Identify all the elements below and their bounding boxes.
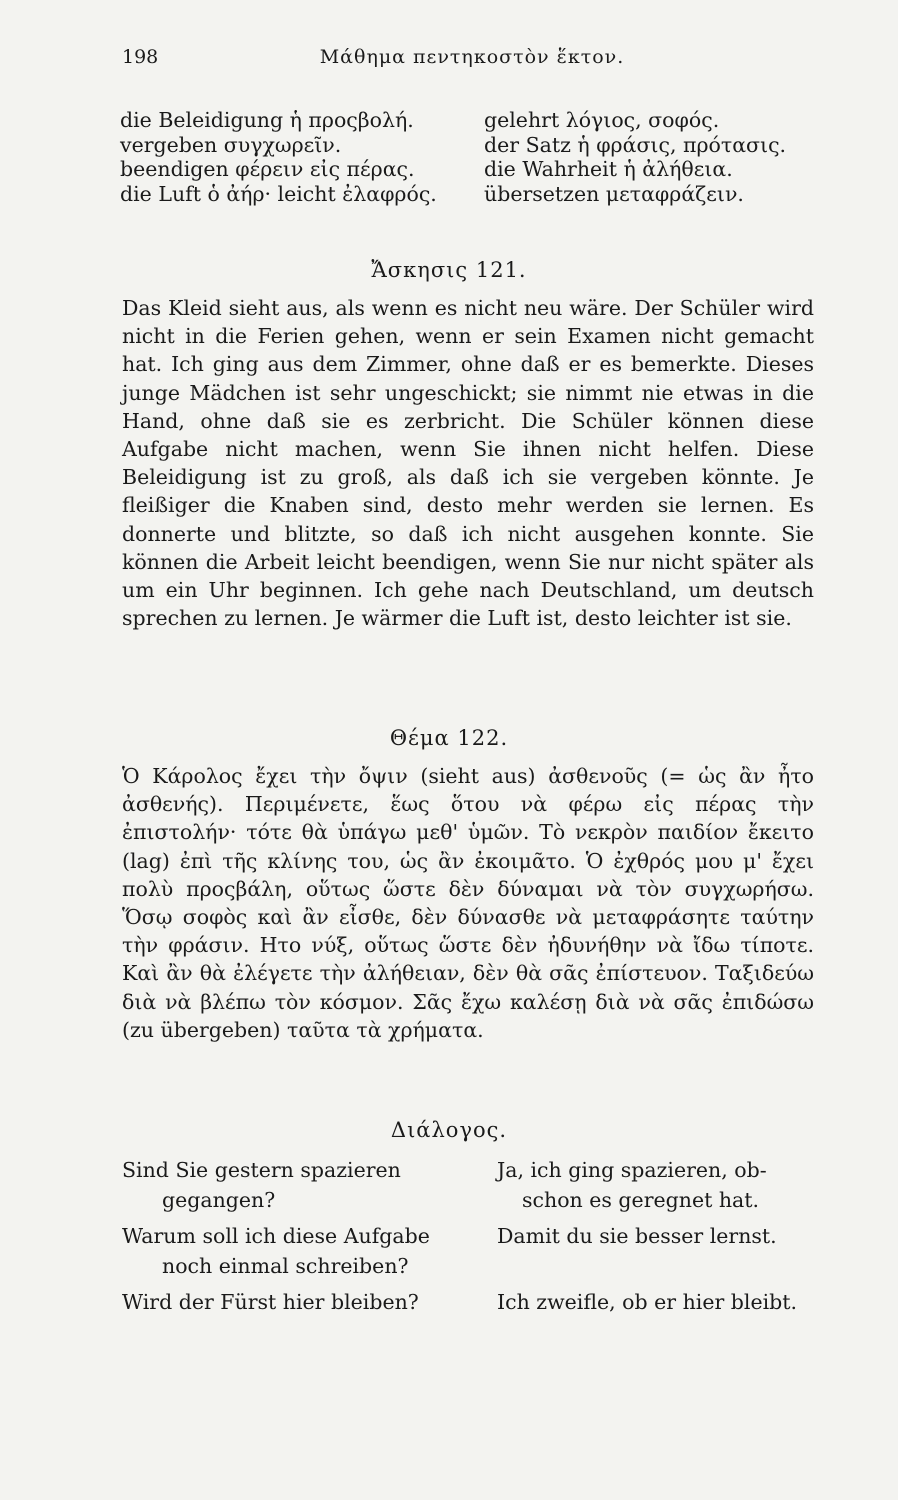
dialogue-answer xyxy=(497,1287,827,1317)
dialogue-pair xyxy=(122,1287,822,1317)
theme-heading: Θέμα 122. xyxy=(389,726,509,750)
question-line: Wird der Fürst hier bleiben? xyxy=(122,1290,419,1314)
question-line: noch einmal schreiben? xyxy=(162,1254,409,1278)
dialogue-question xyxy=(122,1221,467,1281)
dialogue-question xyxy=(122,1155,467,1215)
vocabulary-left-column xyxy=(120,108,480,206)
lesson-title: Μάθημα πεντηκοστὸν ἕκτον. xyxy=(319,46,625,68)
vocab-entry: beendigen φέρειν εἰς πέρας. xyxy=(120,157,415,181)
dialogue-list xyxy=(122,1155,822,1317)
vocabulary-right-column xyxy=(484,108,824,206)
vocab-entry: übersetzen μεταφράζειν. xyxy=(484,181,744,206)
exercise-text: Das Kleid sieht aus, als wenn es nicht neu wäre. Der Schüler wird nicht in die Ferien gehen, wenn er sein Examen nicht gemacht hat. Ich ging aus dem Zimmer, ohne daß er es bemerkte. Dieses junge Mädchen ist sehr ungeschickt; sie nimmt nie etwas in die Hand, ohne daß sie es zerbricht. Die Schüler können diese Aufgabe nicht machen, wenn Sie ihnen nicht helfen. Diese Beleidigung ist zu groß, als daß ich sie vergeben könnte. Je fleißiger die Knaben sind, desto mehr werden sie lernen. Es donnerte und blitzte, so daß ich nicht ausgehen konnte. Sie können die Arbeit leicht beendigen, wenn Sie nur nicht später als um ein Uhr beginnen. Ich gehe nach Deutschland, um deutsch sprechen zu lernen. Je wärmer die Luft ist, desto leichter ist sie. xyxy=(122,296,814,631)
theme-text: Ὁ Κάρολος ἔχει τὴν ὄψιν (sieht aus) ἀσθενοῦς (= ὡς ἂν ἦτο ἀσθενής). Περιμένετε, ἕως ὅτου νὰ φέρω εἰς πέρας τὴν ἐπιστολήν· τότε θὰ ὑπάγω μεθ' ὑμῶν. Τὸ νεκρὸν παιδίον ἔκειτο (lag) ἐπὶ τῆς κλίνης του, ὡς ἂν ἐκοιμᾶτο. Ὁ ἐχθρός μου μ' ἔχει πολὺ προςβάλη, οὕτως ὥστε δὲν δύναμαι νὰ τὸν συγχωρήσω. Ὅσῳ σοφὸς καὶ ἂν εἶσθε, δὲν δύνασθε νὰ μεταφράσητε ταύτην τὴν φράσιν. Ητο νύξ, οὕτως ὥστε δὲν ἠδυνήθην νὰ ἴδω τίποτε. Καὶ ἂν θὰ ἐλέγετε τὴν ἀλήθειαν, δὲν θὰ σᾶς ἐπίστευον. Ταξιδεύω διὰ νὰ βλέπω τὸν κόσμον. Σᾶς ἔχω καλέσῃ διὰ νὰ σᾶς ἐπιδώσω (zu übergeben) ταῦτα τὰ χρήματα. xyxy=(122,764,814,1042)
vocab-entry: gelehrt λόγιος, σοφός. xyxy=(484,108,720,132)
question-line: Sind Sie gestern spazieren xyxy=(122,1158,401,1182)
answer-line: Ja, ich ging spazieren, ob- xyxy=(497,1158,767,1182)
vocab-entry: vergeben συγχωρεῖν. xyxy=(120,132,342,157)
running-header xyxy=(122,46,822,76)
vocab-entry: die Luft ὁ ἀήρ· leicht ἐλαφρός. xyxy=(120,181,437,206)
dialogue-heading: Διάλογος. xyxy=(390,1118,508,1142)
dialogue-answer xyxy=(497,1221,827,1251)
question-line: gegangen? xyxy=(162,1188,276,1212)
dialogue-answer xyxy=(497,1155,827,1215)
vocab-entry: die Beleidigung ἡ προςβολή. xyxy=(120,108,414,132)
page-number: 198 xyxy=(122,46,159,68)
question-line: Warum soll ich diese Aufgabe xyxy=(122,1224,430,1248)
answer-line: Ich zweifle, ob er hier bleibt. xyxy=(497,1290,798,1314)
exercise-heading: Ἄσκησις 121. xyxy=(371,258,527,282)
dialogue-pair xyxy=(122,1221,822,1281)
vocab-entry: der Satz ἡ φράσις, πρότασις. xyxy=(484,132,787,157)
answer-line: schon es geregnet hat. xyxy=(522,1188,760,1212)
answer-line: Damit du sie besser lernst. xyxy=(497,1224,777,1248)
dialogue-pair xyxy=(122,1155,822,1215)
vocab-entry: die Wahrheit ἡ ἀλήθεια. xyxy=(484,157,733,181)
dialogue-question xyxy=(122,1287,467,1317)
